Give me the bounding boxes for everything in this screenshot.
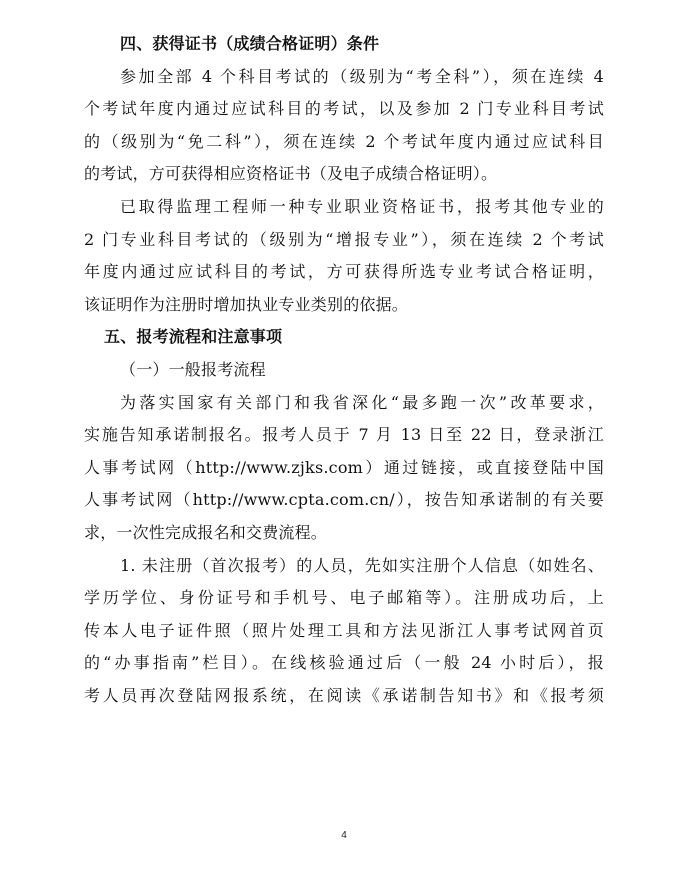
text-line: 参加全部 4 个科目考试的（级别为“考全科”），须在连续 4	[120, 66, 604, 86]
text-line: 该证明作为注册时增加执业专业类别的依据。	[84, 294, 409, 314]
text-line: 人事考试网（http://www.cpta.com.cn/），按告知承诺制的有关要	[84, 490, 604, 510]
section-heading-certificate-conditions: 四、获得证书（成绩合格证明）条件	[120, 34, 380, 53]
section-heading-registration-process: 五、报考流程和注意事项	[104, 327, 283, 347]
text-line: 的“办事指南”栏目）。在线核验通过后（一般 24 小时后），报	[84, 653, 604, 673]
page-body	[84, 28, 604, 712]
text-line: 2 门专业科目考试的（级别为“增报专业”），须在连续 2 个考试	[84, 229, 604, 249]
text-line: 已取得监理工程师一种专业职业资格证书，报考其他专业的	[120, 196, 604, 216]
text-line: 的考试，方可获得相应资格证书（及电子成绩合格证明）。	[84, 164, 498, 184]
paragraph-first-time-registrants	[84, 550, 604, 713]
paragraph-additional-specialty	[84, 191, 604, 321]
paragraph-online-registration	[84, 387, 604, 550]
text-line: 个考试年度内通过应试科目的考试，以及参加 2 门专业科目考试	[84, 99, 604, 119]
text-line: 实施告知承诺制报名。报考人员于 7 月 13 日至 22 日，登录浙江	[84, 425, 604, 445]
text-line: 年度内通过应试科目的考试，方可获得所选专业考试合格证明，	[84, 262, 604, 282]
text-line: 的（级别为“免二科”），须在连续 2 个考试年度内通过应试科目	[84, 131, 604, 151]
text-line: 人事考试网（http://www.zjks.com）通过链接，或直接登陆中国	[84, 457, 604, 477]
subheading-general-process: （一）一般报考流程	[120, 359, 266, 379]
text-line: 为落实国家有关部门和我省深化“最多跑一次”改革要求，	[120, 392, 604, 412]
page-number: 4	[341, 830, 347, 841]
text-line: 1. 未注册（首次报考）的人员，先如实注册个人信息（如姓名、	[120, 555, 604, 575]
text-line: 学历学位、身份证号和手机号、电子邮箱等）。注册成功后，上	[84, 588, 604, 608]
text-line: 传本人电子证件照（照片处理工具和方法见浙江人事考试网首页	[84, 620, 604, 640]
text-line: 求，一次性完成报名和交费流程。	[84, 522, 328, 542]
text-line: 考人员再次登陆网报系统，在阅读《承诺制告知书》和《报考须	[84, 685, 604, 705]
paragraph-full-subjects	[84, 61, 604, 191]
